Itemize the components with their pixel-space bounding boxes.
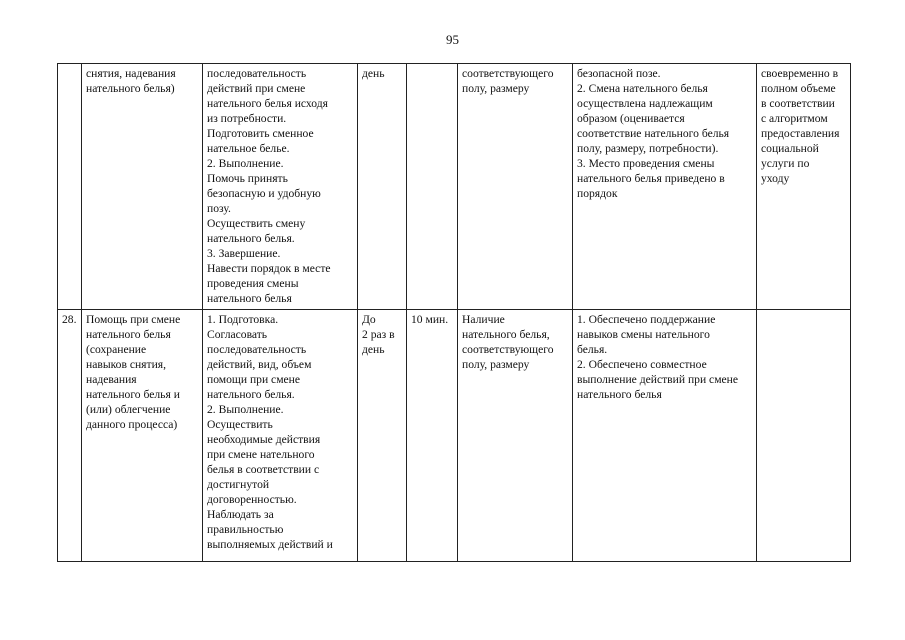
evaluation-cell bbox=[757, 310, 851, 562]
table-row bbox=[58, 310, 851, 562]
quality-indicators-cell: безопасной позе. 2. Смена нательного белья осуществлена надлежащим образом (оценивается соответствие нательного белья полу, размеру, потребности). 3. Место проведения смены нательного белья приведено в порядок bbox=[573, 64, 757, 310]
duration-cell bbox=[407, 64, 458, 310]
service-name-cell: снятия, надевания нательного белья) bbox=[82, 64, 203, 310]
frequency-cell: день bbox=[358, 64, 407, 310]
conditions-cell: Наличие нательного белья, соответствующего полу, размеру bbox=[458, 310, 573, 562]
page-number: 95 bbox=[446, 32, 459, 47]
services-table bbox=[57, 63, 851, 562]
conditions-cell: соответствующего полу, размеру bbox=[458, 64, 573, 310]
table-row bbox=[58, 64, 851, 310]
duration-cell: 10 мин. bbox=[407, 310, 458, 562]
quality-indicators-cell: 1. Обеспечено поддержание навыков смены нательного белья. 2. Обеспечено совместное выполнение действий при смене нательного белья bbox=[573, 310, 757, 562]
row-number-cell bbox=[58, 64, 82, 310]
row-number-cell: 28. bbox=[58, 310, 82, 562]
service-content-cell: 1. Подготовка. Согласовать последовательность действий, вид, объем помощи при смене нательного белья. 2. Выполнение. Осуществить необходимые действия при смене нательного белья в соответствии с достигнутой договоренностью. Наблюдать за правильностью выполняемых действий и bbox=[203, 310, 358, 562]
service-content-cell: последовательность действий при смене нательного белья исходя из потребности. Подготовить сменное нательное белье. 2. Выполнение. Помочь принять безопасную и удобную позу. Осуществить смену нательного белья. 3. Завершение. Навести порядок в месте проведения смены нательного белья bbox=[203, 64, 358, 310]
frequency-cell: До 2 раз в день bbox=[358, 310, 407, 562]
service-name-cell: Помощь при смене нательного белья (сохранение навыков снятия, надевания нательного белья и (или) облегчение данного процесса) bbox=[82, 310, 203, 562]
evaluation-cell: своевременно в полном объеме в соответствии с алгоритмом предоставления социальной услуги по уходу bbox=[757, 64, 851, 310]
